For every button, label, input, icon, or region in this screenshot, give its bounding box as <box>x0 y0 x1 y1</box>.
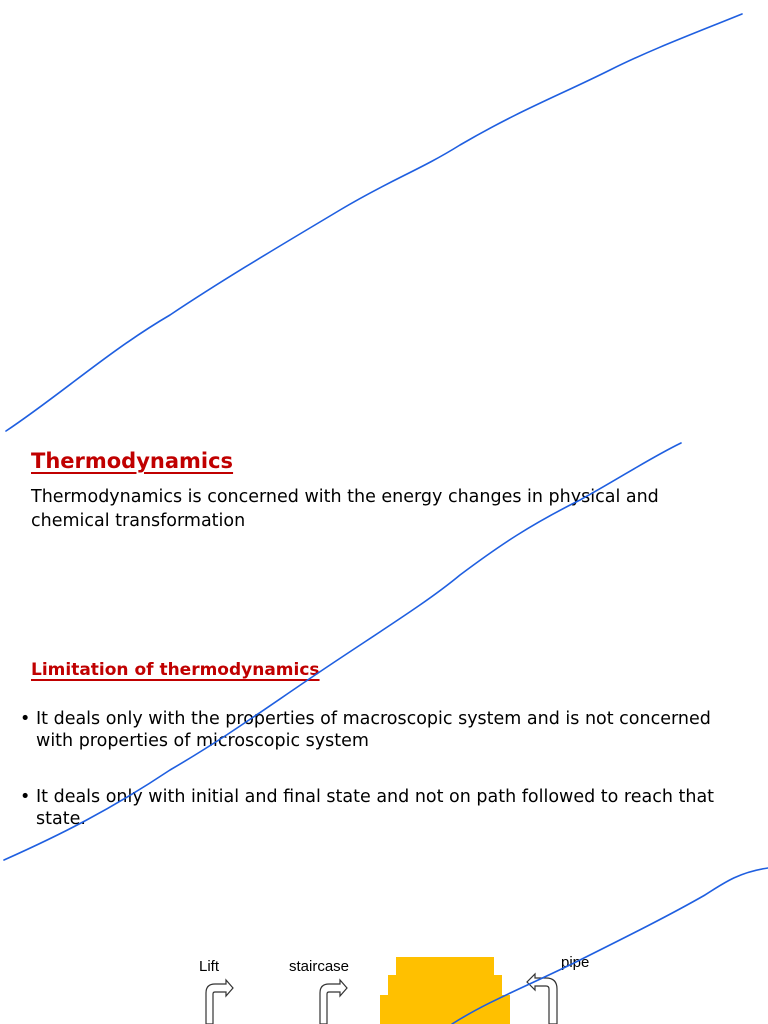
pipe-arrow-icon <box>527 974 557 1024</box>
section-heading-limitations: Limitation of thermodynamics <box>31 660 320 680</box>
lift-arrow-icon <box>206 980 233 1024</box>
section-heading-thermodynamics: Thermodynamics <box>31 449 234 473</box>
bullet-icon: • <box>20 709 31 729</box>
list-item <box>20 708 740 752</box>
diagram-label-pipe: pipe <box>561 954 590 971</box>
list-item-text: It deals only with the properties of macroscopic system and is not concerned with properties of microscopic system <box>36 709 711 751</box>
path-diagram <box>0 940 768 1024</box>
diagram-label-staircase: staircase <box>289 958 350 975</box>
list-item <box>20 786 740 830</box>
staircase-arrow-icon <box>320 980 347 1024</box>
building-block <box>380 957 510 1024</box>
pen-stroke-top <box>6 14 742 431</box>
limitations-list <box>20 708 740 830</box>
bullet-icon: • <box>20 787 31 807</box>
thermodynamics-definition: Thermodynamics is concerned with the energy changes in physical and chemical transformation <box>31 487 659 531</box>
list-item-text: It deals only with initial and final state and not on path followed to reach that state. <box>36 787 715 829</box>
diagram-label-lift: Lift <box>199 958 220 975</box>
